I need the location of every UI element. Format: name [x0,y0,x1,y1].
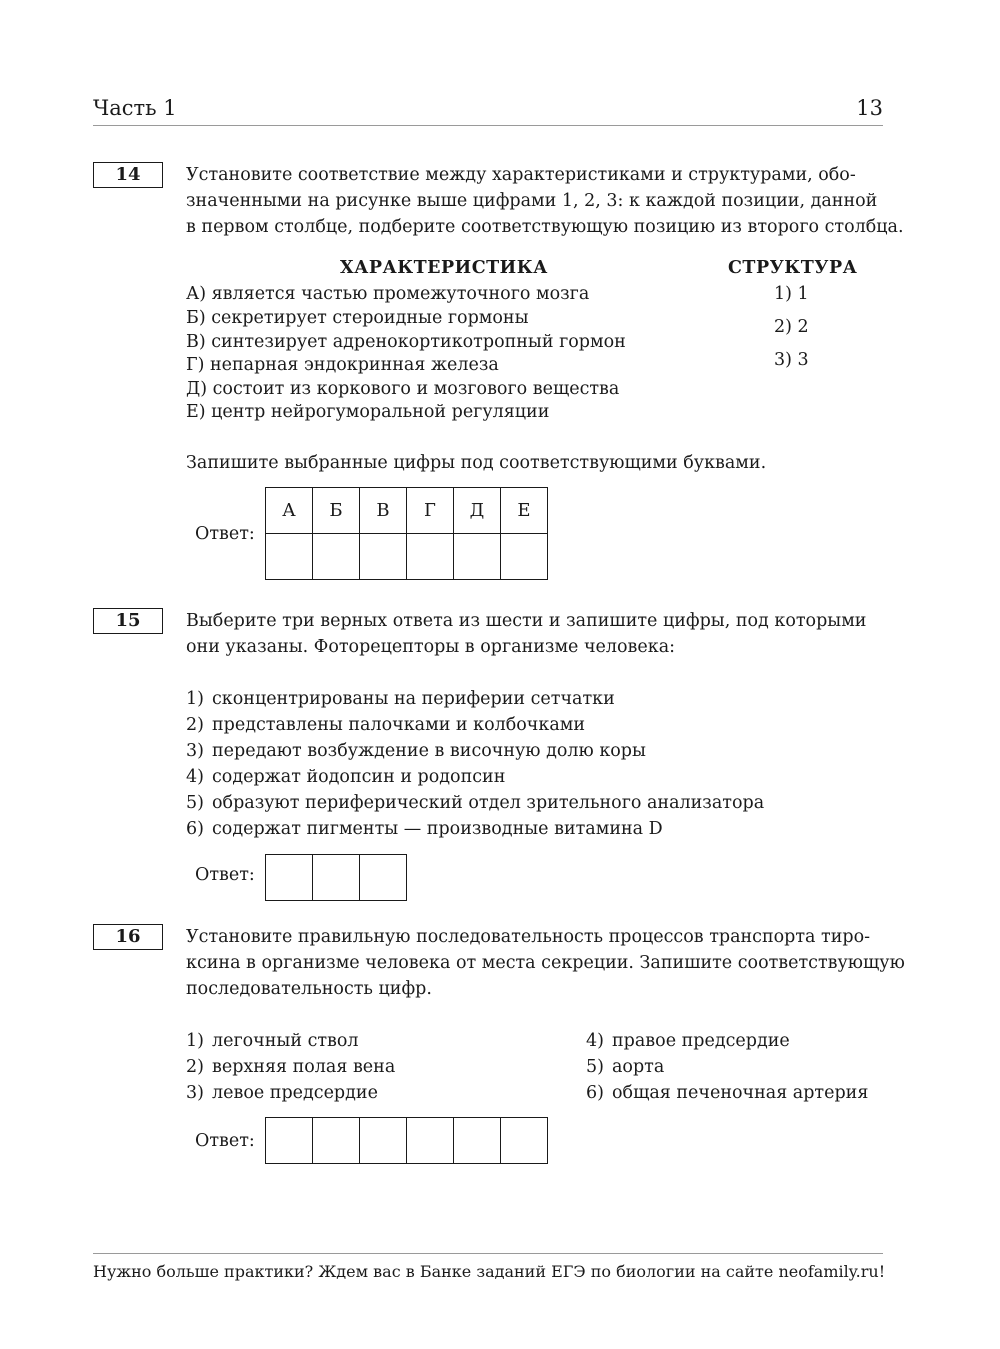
header-rule [93,125,883,126]
q16-option-number: 2) [186,1057,204,1077]
q15-option [186,689,615,709]
q16-answer-grid [265,1117,548,1164]
q16-option-number: 3) [186,1083,204,1103]
q16-option-text: аорта [612,1057,665,1077]
q14-prompt-line: значенными на рисунке выше цифрами 1, 2, 3: к каждой позиции, данной [186,191,878,211]
page-number: 13 [856,96,883,120]
question-number-15: 15 [93,608,163,634]
q14-characteristic-a: А) является частью промежуточного мозга [186,284,590,304]
question-number-14: 14 [93,162,163,188]
q15-answer-grid [265,854,407,901]
q14-answer-cell[interactable] [501,534,548,580]
q14-answer-grid [265,487,548,580]
q15-option-number: 4) [186,767,204,787]
q16-option [586,1057,664,1077]
q16-prompt [186,924,905,1002]
q16-option [186,1031,359,1051]
q14-characteristic-v: В) синтезирует адренокортикотропный гормон [186,332,626,352]
q15-option [186,767,505,787]
q16-option [186,1083,378,1103]
q14-answer-cell[interactable] [454,534,501,580]
q14-answer-cell[interactable] [266,534,313,580]
q15-option [186,715,585,735]
q16-answer-cell[interactable] [313,1118,360,1164]
q15-option-text: содержат йодопсин и родопсин [212,767,506,787]
q15-answer-label: Ответ: [195,865,255,885]
footer-rule [93,1253,883,1254]
q16-answer-label: Ответ: [195,1131,255,1151]
q16-prompt-line: ксина в организме человека от места секреции. Запишите соответствующую [186,953,905,973]
q15-option-text: передают возбуждение в височную долю коры [212,741,646,761]
q16-option [186,1057,395,1077]
q16-answer-cell[interactable] [360,1118,407,1164]
q15-option-number: 3) [186,741,204,761]
q15-option [186,793,764,813]
q14-characteristic-d: Д) состоит из коркового и мозгового вещества [186,379,620,399]
q16-option-text: левое предсердие [212,1083,378,1103]
q15-option-number: 2) [186,715,204,735]
q14-instruction: Запишите выбранные цифры под соответствующими буквами. [186,453,767,473]
section-title: Часть 1 [93,96,177,120]
q16-option-text: правое предсердие [612,1031,790,1051]
q16-option-text: легочный ствол [212,1031,359,1051]
q14-letter-a: А [266,488,313,534]
q15-option-text: образуют периферический отдел зрительного анализатора [212,793,765,813]
q16-prompt-line: Установите правильную последовательность процессов транспорта тиро- [186,927,871,947]
q14-answer-cell[interactable] [313,534,360,580]
q14-structure-1: 1) 1 [774,284,809,304]
q15-option-number: 6) [186,819,204,839]
q16-answer-cell[interactable] [266,1118,313,1164]
q14-characteristic-b: Б) секретирует стероидные гормоны [186,308,529,328]
q14-characteristic-e: Е) центр нейрогуморальной регуляции [186,402,550,422]
q15-option-text: сконцентрированы на периферии сетчатки [212,689,615,709]
q14-letter-v: В [360,488,407,534]
q16-option [586,1031,790,1051]
q14-col2-header: СТРУКТУРА [728,258,858,278]
q15-option [186,741,646,761]
q16-option-number: 1) [186,1031,204,1051]
q14-characteristic-g: Г) непарная эндокринная железа [186,355,499,375]
q14-prompt-line: в первом столбце, подберите соответствующую позицию из второго столбца. [186,217,904,237]
q16-option [586,1083,868,1103]
q15-option-text: представлены палочками и колбочками [212,715,586,735]
q16-option-text: верхняя полая вена [212,1057,396,1077]
q16-answer-cell[interactable] [407,1118,454,1164]
q15-option-number: 1) [186,689,204,709]
q15-prompt [186,608,886,660]
q14-structure-3: 3) 3 [774,350,809,370]
q14-prompt [186,162,904,240]
q15-answer-cell[interactable] [313,855,360,901]
q15-prompt-line: Выберите три верных ответа из шести и запишите цифры, под которыми [186,611,867,631]
q16-option-number: 4) [586,1031,604,1051]
q14-structure-2: 2) 2 [774,317,809,337]
footer-text: Нужно больше практики? Ждем вас в Банке заданий ЕГЭ по биологии на сайте neofamily.ru! [93,1262,886,1281]
question-number-16: 16 [93,924,163,950]
q16-option-text: общая печеночная артерия [612,1083,869,1103]
q16-answer-cell[interactable] [454,1118,501,1164]
q16-prompt-line: последовательность цифр. [186,979,432,999]
q15-prompt-line: они указаны. Фоторецепторы в организме человека: [186,637,676,657]
q15-option-text: содержат пигменты — производные витамина D [212,819,663,839]
q14-answer-label: Ответ: [195,524,255,544]
q14-prompt-line: Установите соответствие между характеристиками и структурами, обо- [186,165,856,185]
q14-letter-d: Д [454,488,501,534]
q14-letter-g: Г [407,488,454,534]
q15-answer-cell[interactable] [266,855,313,901]
q15-answer-cell[interactable] [360,855,407,901]
q16-option-number: 6) [586,1083,604,1103]
q14-answer-cell[interactable] [360,534,407,580]
q14-letter-e: Е [501,488,548,534]
q16-option-number: 5) [586,1057,604,1077]
q14-col1-header: ХАРАКТЕРИСТИКА [340,258,548,278]
q14-letter-b: Б [313,488,360,534]
q15-option [186,819,663,839]
q16-answer-cell[interactable] [501,1118,548,1164]
q15-option-number: 5) [186,793,204,813]
q14-answer-cell[interactable] [407,534,454,580]
